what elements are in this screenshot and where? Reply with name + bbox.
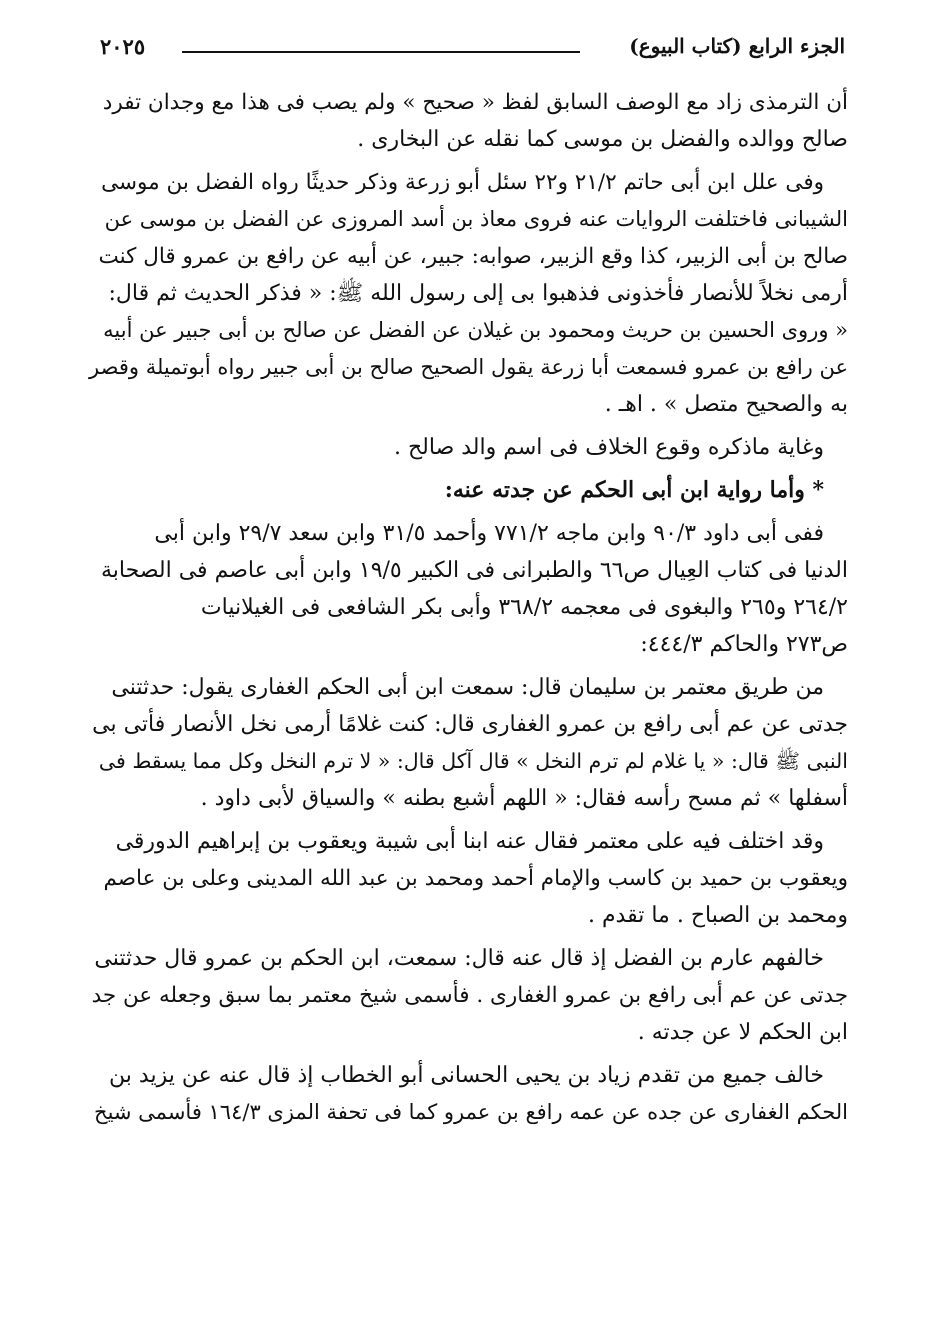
heading-text: * وأما رواية ابن أبى الحكم عن جدته عنه:	[444, 477, 824, 503]
text-line: « وروى الحسين بن حريث ومحمود بن غيلان عن الفضل عن صالح بن أبى جبير عن أبيه	[103, 318, 848, 342]
paragraph-8	[88, 1057, 848, 1131]
section-heading	[88, 472, 848, 509]
page-body	[88, 84, 848, 1137]
paragraph-4	[88, 515, 848, 663]
text-line: وفى علل ابن أبى حاتم ٢١/٢ و٢٢ سئل أبو زرعة وذكر حديثًا رواه الفضل بن موسى	[101, 170, 824, 195]
paragraph-6	[88, 823, 848, 934]
text-line: ففى أبى داود ٩٠/٣ وابن ماجه ٧٧١/٢ وأحمد ٣١/٥ وابن سعد ٢٩/٧ وابن أبى	[154, 521, 824, 546]
header-title: الجزء الرابع (كتاب البيوع)	[629, 34, 845, 58]
text-line: وغاية ماذكره وقوع الخلاف فى اسم والد صالح .	[393, 435, 824, 460]
text-line: وقد اختلف فيه على معتمر فقال عنه ابنا أبى شيبة ويعقوب بن إبراهيم الدورقى	[115, 829, 824, 854]
header-rule	[182, 51, 580, 53]
text-line: صالح بن أبى الزبير، كذا وقع الزبير، صوابه: جبير، عن أبيه عن رافع بن عمرو قال كنت	[98, 244, 848, 269]
text-line: أسفلها » ثم مسح رأسه فقال: « اللهم أشبع بطنه » والسياق لأبى داود .	[200, 786, 848, 811]
text-line: الشيبانى فاختلفت الروايات عنه فروى معاذ بن أسد المروزى عن الفضل بن موسى عن	[104, 207, 848, 231]
text-line: من طريق معتمر بن سليمان قال: سمعت ابن أبى الحكم الغفارى يقول: حدثتنى	[111, 675, 824, 700]
text-line: ابن الحكم لا عن جدته .	[637, 1020, 848, 1045]
page-number: ٢٠٢٥	[100, 34, 146, 59]
text-line: النبى ﷺ قال: « يا غلام لم ترم النخل » قال آكل قال: « لا ترم النخل وكل مما يسقط فى	[98, 749, 848, 773]
text-line: أرمى نخلاً للأنصار فأخذونى فذهبوا بى إلى رسول الله ﷺ: « فذكر الحديث ثم قال:	[108, 281, 848, 306]
paragraph-3	[88, 429, 848, 466]
text-line: جدتى عن عم أبى رافع بن عمرو الغفارى . فأسمى شيخ معتمر بما سبق وجعله عن جد	[91, 983, 848, 1008]
text-line: جدتى عن عم أبى رافع بن عمرو الغفارى قال: كنت غلامًا أرمى نخل الأنصار فأتى بى	[92, 712, 848, 737]
text-line: خالف جميع من تقدم زياد بن يحيى الحسانى أبو الخطاب إذ قال عنه عن يزيد بن	[109, 1063, 824, 1088]
text-line: عن رافع بن عمرو فسمعت أبا زرعة يقول الصحيح صالح بن أبى جبير رواه أبوتميلة وقصر	[89, 355, 848, 379]
paragraph-7	[88, 940, 848, 1051]
text-line: ٢٦٤/٢ و٢٦٥ والبغوى فى معجمه ٣٦٨/٢ وأبى بكر الشافعى فى الغيلانيات	[200, 595, 848, 620]
text-line: أن الترمذى زاد مع الوصف السابق لفظ « صحيح » ولم يصب فى هذا مع وجدان تفرد	[102, 90, 848, 115]
text-line: ومحمد بن الصباح . ما تقدم .	[587, 903, 848, 928]
text-line: به والصحيح متصل » . اهـ .	[604, 392, 848, 417]
text-line: الدنيا فى كتاب العِيال ص٦٦ والطبرانى فى الكبير ١٩/٥ وابن أبى عاصم فى الصحابة	[101, 558, 848, 583]
running-header	[100, 34, 845, 74]
paragraph-5	[88, 669, 848, 817]
paragraph-2	[88, 164, 848, 423]
text-line: ويعقوب بن حميد بن كاسب والإمام أحمد ومحمد بن عبد الله المدينى وعلى بن عاصم	[103, 866, 848, 891]
paragraph-1	[88, 84, 848, 158]
text-line: ص٢٧٣ والحاكم ٤٤٤/٣:	[640, 632, 848, 657]
text-line: صالح ووالده والفضل بن موسى كما نقله عن البخارى .	[357, 127, 848, 152]
text-line: خالفهم عارم بن الفضل إذ قال عنه قال: سمعت، ابن الحكم بن عمرو قال حدثتنى	[94, 946, 824, 971]
text-line: الحكم الغفارى عن جده عن عمه رافع بن عمرو كما فى تحفة المزى ١٦٤/٣ فأسمى شيخ	[94, 1100, 848, 1124]
